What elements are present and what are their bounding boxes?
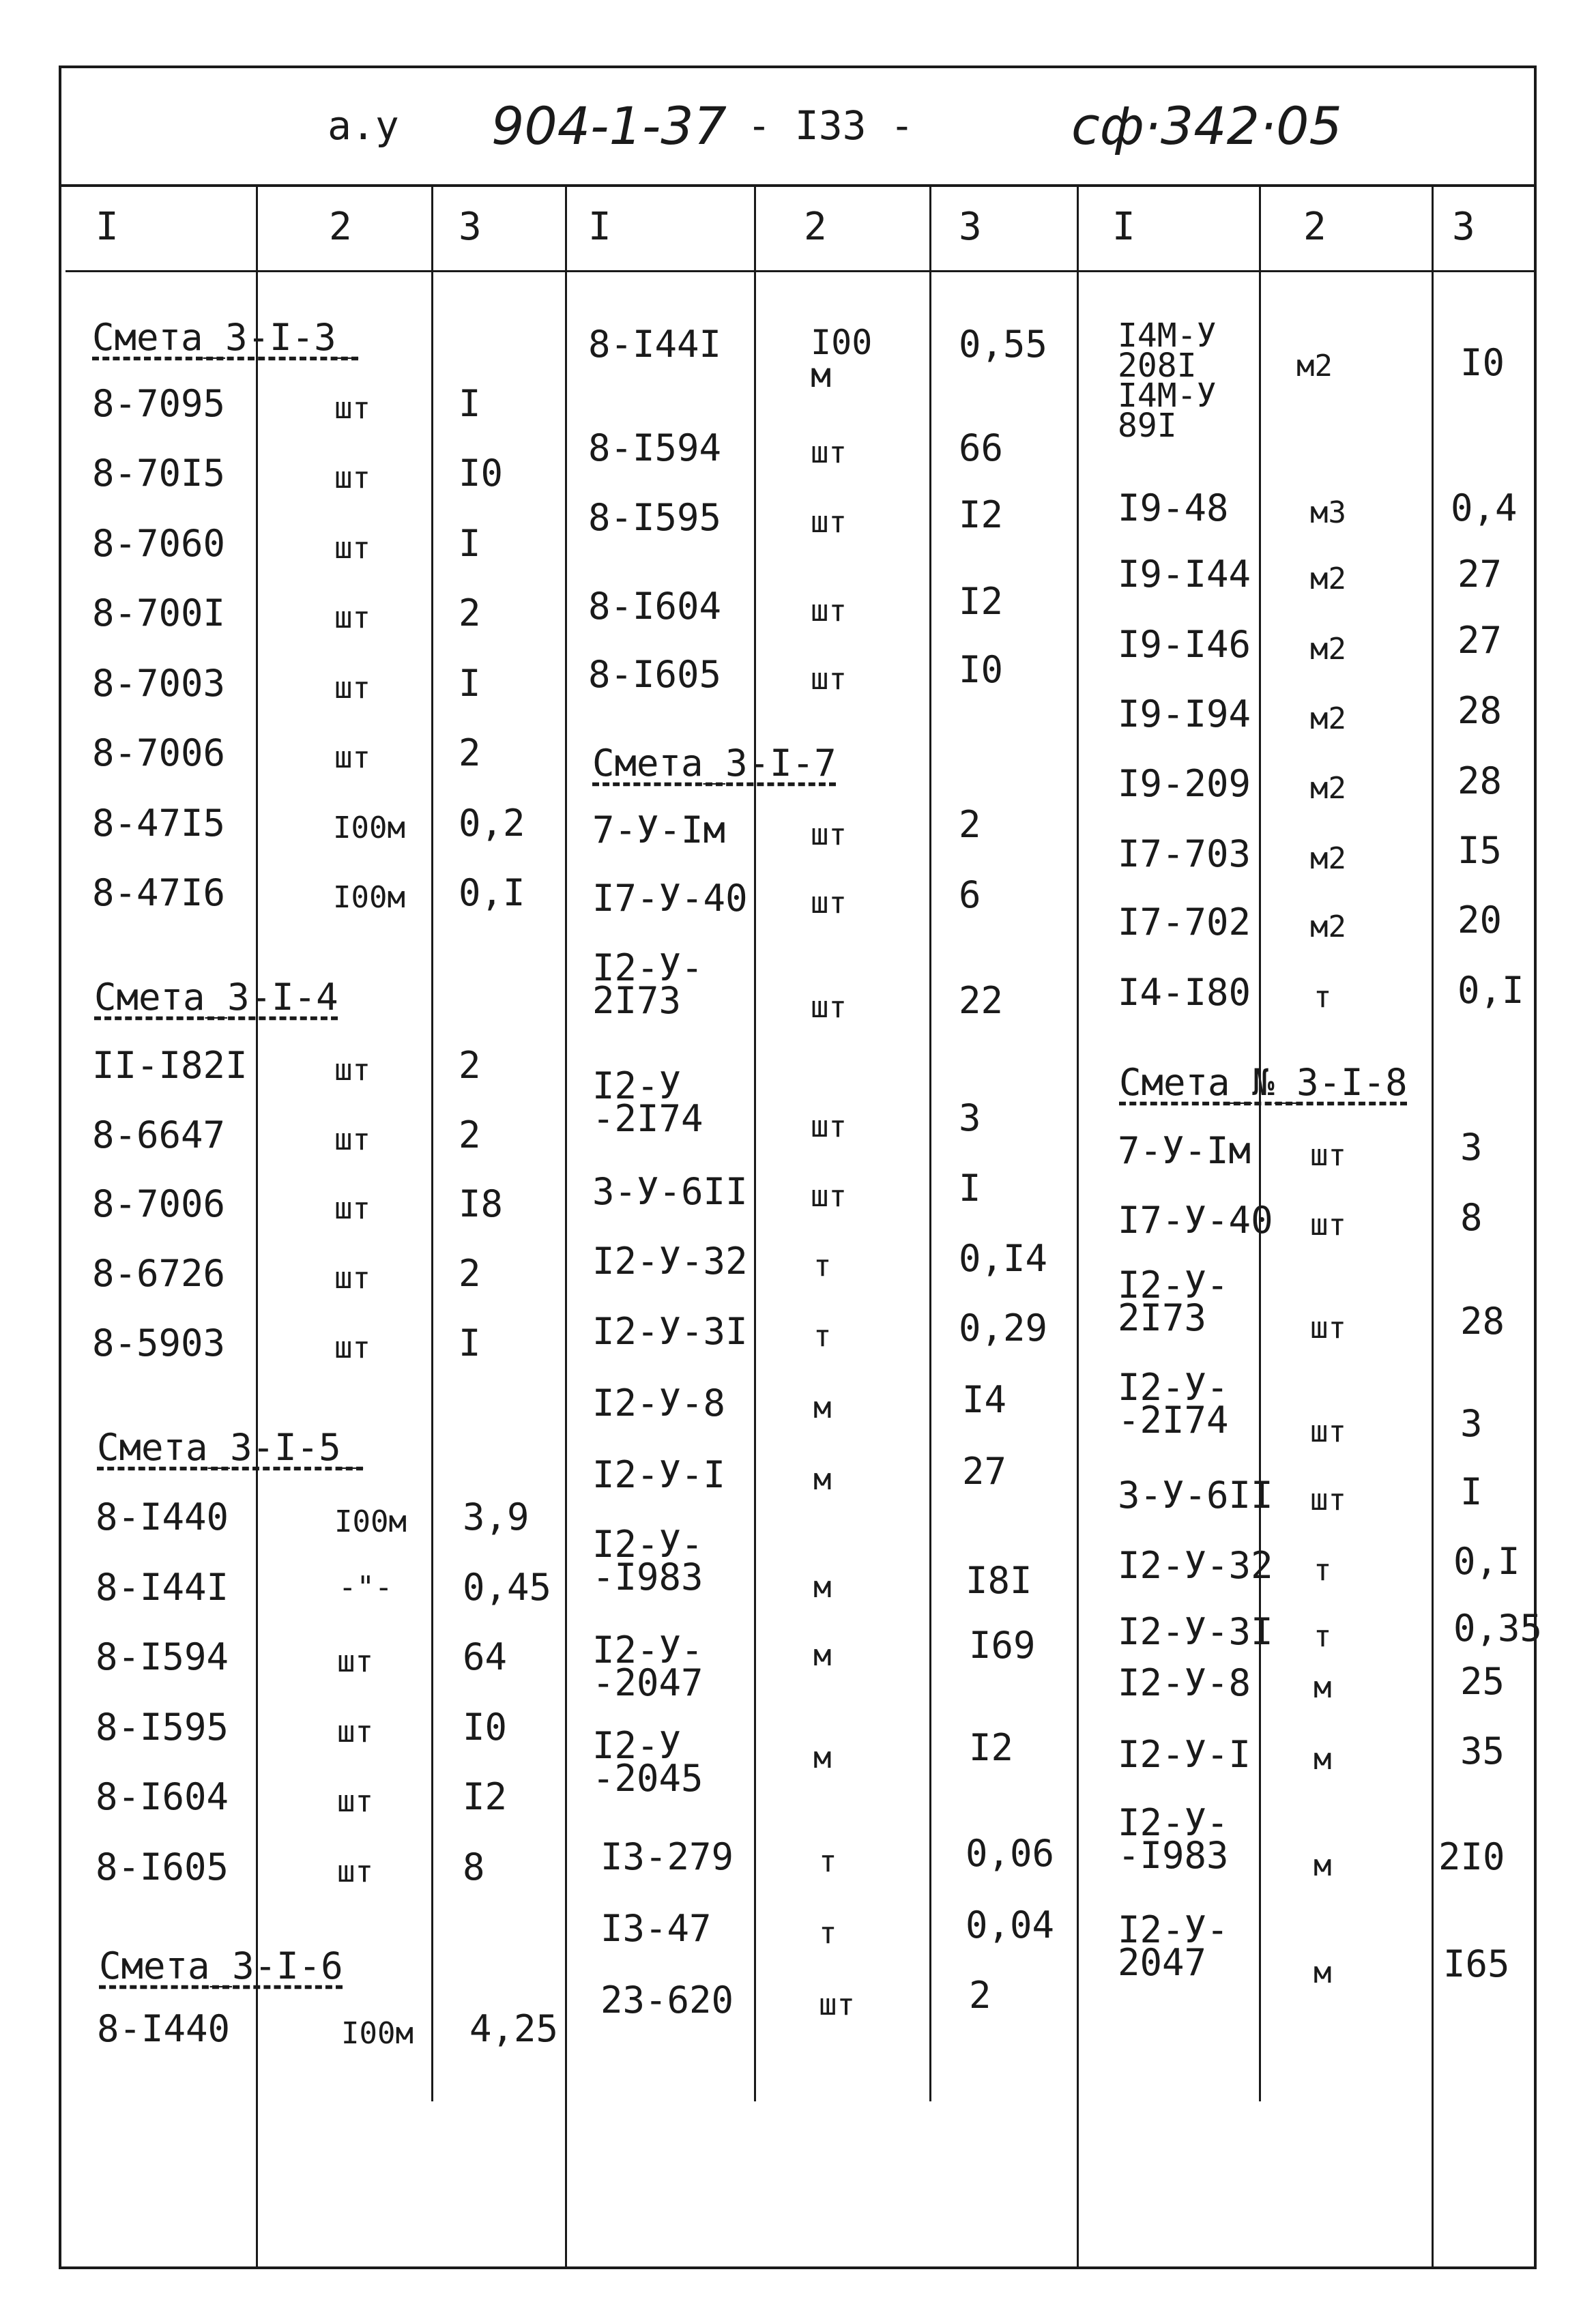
item-code: 8-47I5 [92, 802, 226, 845]
item-unit: м2 [1296, 349, 1333, 383]
item-quantity: I [459, 382, 481, 425]
column-header: I [588, 205, 611, 249]
item-unit: шт [1310, 1414, 1346, 1449]
item-unit: шт [334, 671, 371, 705]
item-quantity: 0,I [1453, 1540, 1520, 1583]
page-number: - I33 - [747, 102, 914, 149]
item-code: 8-70I5 [92, 452, 226, 495]
item-unit: шт [334, 1330, 371, 1365]
item-unit: м [813, 1390, 832, 1425]
item-unit: шт [1310, 1311, 1346, 1345]
item-unit: шт [1310, 1138, 1346, 1173]
estimate-title: Смета_№_3-I-8 [1119, 1061, 1408, 1104]
column-divider [1077, 184, 1079, 2269]
item-code: I2-У- -2I74 [1118, 1366, 1229, 1442]
item-unit: шт [811, 435, 847, 470]
column-header: 3 [459, 205, 482, 249]
item-quantity: 0,06 [966, 1832, 1055, 1875]
item-code: 8-I44I [96, 1566, 229, 1609]
item-quantity: 35 [1460, 1730, 1505, 1773]
item-quantity: 0,4 [1451, 486, 1518, 529]
estimate-title: Смета_3-I-7 [592, 742, 837, 785]
item-quantity: 0,2 [459, 802, 525, 845]
item-unit: шт [334, 391, 371, 426]
item-unit: т [813, 1319, 832, 1354]
column-divider [929, 184, 931, 2101]
item-unit: м [813, 1570, 832, 1605]
item-code: I9-I44 [1118, 553, 1251, 596]
item-unit: I00м [334, 1504, 407, 1539]
document-code: 904-1-37 [491, 96, 727, 156]
item-quantity: I0 [463, 1706, 508, 1749]
item-code: I7-703 [1118, 832, 1251, 875]
item-quantity: 0,29 [959, 1307, 1048, 1350]
item-quantity: 27 [1457, 553, 1503, 596]
item-quantity: I0 [459, 452, 504, 495]
item-unit: I00м [341, 2016, 413, 2051]
item-unit: м2 [1310, 701, 1346, 736]
item-quantity: 3 [1460, 1402, 1483, 1445]
item-quantity: 2 [959, 803, 981, 846]
item-unit: I00м [333, 811, 405, 845]
column-header: 3 [959, 205, 982, 249]
estimate-title: Смета_3-I-3_ [92, 316, 359, 359]
item-quantity: 2 [459, 592, 481, 635]
item-code: 8-I594 [96, 1635, 229, 1678]
item-unit: шт [334, 1261, 371, 1296]
item-quantity: 0,04 [966, 1904, 1055, 1946]
item-quantity: I69 [969, 1624, 1036, 1667]
item-quantity: I8I [966, 1559, 1032, 1602]
column-header: 2 [804, 205, 827, 249]
column-divider [565, 184, 567, 2269]
item-unit: т [1314, 1553, 1332, 1588]
column-divider [1259, 184, 1261, 2101]
item-code: I2-У-32 [1118, 1544, 1273, 1587]
item-code: I2-У- -2047 [592, 1629, 703, 1704]
item-code: 8-I594 [588, 426, 722, 469]
item-quantity: I [1460, 1470, 1483, 1513]
item-unit: м2 [1310, 771, 1346, 806]
item-quantity: 25 [1460, 1660, 1505, 1703]
item-code: 8-700I [92, 592, 226, 635]
item-unit: м [1314, 1742, 1332, 1777]
item-unit: шт [334, 600, 371, 635]
item-quantity: I2 [969, 1726, 1014, 1769]
item-unit: шт [334, 740, 371, 775]
item-code: I7-У-40 [592, 877, 748, 920]
item-code: 7-У-Iм [592, 808, 726, 851]
item-code: I4М-У 208I I4М-У 89I [1118, 317, 1217, 445]
item-unit: шт [811, 662, 847, 697]
item-unit: м [1314, 1670, 1332, 1705]
item-code: 8-I440 [96, 1496, 229, 1539]
item-code: I2-У-I [592, 1453, 726, 1496]
item-code: 8-7003 [92, 662, 226, 705]
column-divider [1432, 184, 1434, 2269]
item-quantity: 28 [1457, 689, 1503, 732]
item-unit: м3 [1310, 495, 1346, 530]
item-quantity: 3 [1460, 1126, 1483, 1169]
item-quantity: 27 [1457, 619, 1503, 662]
item-quantity: I2 [463, 1775, 508, 1818]
item-code: 8-I604 [96, 1775, 229, 1818]
item-code: I2-У-3I [592, 1310, 748, 1353]
item-unit: шт [811, 1109, 847, 1144]
item-code: II-I82I [92, 1044, 248, 1087]
item-code: 8-I595 [96, 1706, 229, 1749]
item-quantity: 0,55 [959, 323, 1048, 366]
item-quantity: 28 [1460, 1300, 1505, 1343]
item-code: I9-48 [1118, 486, 1229, 529]
item-code: 8-I440 [97, 2007, 231, 2050]
item-unit: т [813, 1249, 832, 1283]
item-unit: I00 м [811, 323, 873, 395]
item-code: 8-7006 [92, 731, 226, 774]
column-header-divider [66, 270, 1537, 272]
item-code: I2-У- 2047 [1118, 1908, 1229, 1984]
item-quantity: 8 [1460, 1196, 1483, 1239]
item-quantity: 22 [959, 979, 1004, 1022]
item-code: 8-I595 [588, 496, 722, 539]
item-code: 8-I604 [588, 585, 722, 628]
item-quantity: I [459, 662, 481, 705]
item-code: 8-7060 [92, 522, 226, 565]
item-quantity: 3,9 [463, 1496, 529, 1539]
item-unit: шт [811, 505, 847, 540]
column-divider [754, 184, 756, 2101]
item-quantity: 2 [459, 1044, 481, 1087]
item-unit: м2 [1310, 909, 1346, 944]
item-unit: м [1314, 1955, 1332, 1990]
item-code: 8-6726 [92, 1252, 226, 1295]
item-code: 8-47I6 [92, 871, 226, 914]
item-unit: шт [337, 1854, 373, 1889]
column-header: 2 [329, 205, 352, 249]
item-quantity: I2 [959, 580, 1004, 623]
item-unit: м2 [1310, 632, 1346, 667]
item-unit: м2 [1310, 562, 1346, 596]
item-code: I2-У-8 [1118, 1661, 1251, 1704]
item-code: 8-7095 [92, 382, 226, 425]
item-code: I2-У-3I [1118, 1610, 1273, 1653]
item-code: I4-I80 [1118, 971, 1251, 1014]
item-quantity: 2 [459, 1113, 481, 1156]
item-code: 8-6647 [92, 1113, 226, 1156]
item-code: 8-7006 [92, 1182, 226, 1225]
item-unit: т [819, 1844, 837, 1879]
item-quantity: 6 [959, 873, 981, 916]
column-header: 2 [1303, 205, 1326, 249]
item-unit: I00м [333, 880, 405, 915]
item-quantity: 27 [962, 1450, 1007, 1493]
item-unit: шт [811, 990, 847, 1025]
item-unit: т [1314, 980, 1332, 1015]
item-quantity: I2 [959, 493, 1004, 536]
item-unit: шт [819, 1987, 855, 2022]
item-quantity: I8 [459, 1182, 504, 1225]
item-code: 7-У-Iм [1118, 1129, 1251, 1172]
item-quantity: I0 [959, 648, 1004, 691]
item-code: I2-У- 2I73 [592, 946, 703, 1022]
item-quantity: I [459, 1322, 481, 1365]
item-quantity: I4 [962, 1378, 1007, 1421]
item-code: I2-У-I [1118, 1733, 1251, 1776]
item-code: I2-У-8 [592, 1382, 726, 1425]
item-unit: шт [334, 1191, 371, 1226]
item-quantity: 0,45 [463, 1566, 552, 1609]
series-code: сф·342·05 [1071, 96, 1342, 156]
item-quantity: 28 [1457, 759, 1503, 802]
item-code: I2-У- -I983 [1118, 1801, 1229, 1877]
item-unit: шт [334, 531, 371, 566]
item-unit: шт [811, 594, 847, 628]
item-unit: шт [337, 1715, 373, 1749]
column-divider [431, 184, 433, 2101]
item-unit: м [813, 1638, 832, 1673]
item-code: 23-620 [600, 1979, 734, 2022]
item-unit: шт [334, 461, 371, 495]
item-unit: шт [334, 1122, 371, 1157]
item-unit: шт [1310, 1208, 1346, 1242]
item-quantity: 64 [463, 1635, 508, 1678]
item-unit: шт [334, 1053, 371, 1088]
estimate-title: Смета_3-I-6 [99, 1944, 343, 1987]
header-divider [59, 184, 1537, 187]
item-quantity: 2 [459, 1252, 481, 1295]
item-unit: шт [811, 817, 847, 852]
item-quantity: 2 [459, 731, 481, 774]
item-code: I7-702 [1118, 901, 1251, 944]
column-header: I [96, 205, 119, 249]
item-unit: т [819, 1916, 837, 1951]
item-unit: шт [1310, 1483, 1346, 1517]
item-unit: -"- [338, 1570, 393, 1605]
item-unit: шт [337, 1644, 373, 1679]
estimate-title: Смета_3-I-4 [94, 976, 338, 1019]
item-quantity: 0,35 [1453, 1607, 1543, 1650]
item-code: 8-I605 [96, 1846, 229, 1889]
item-code: 8-I44I [588, 323, 722, 366]
item-unit: м [813, 1740, 832, 1775]
item-quantity: I [459, 522, 481, 565]
item-code: 3-У-6II [1118, 1474, 1273, 1517]
estimate-title: Смета_3-I-5_ [97, 1426, 364, 1469]
item-code: I2-У -2I74 [592, 1064, 703, 1140]
item-quantity: I0 [1460, 341, 1505, 384]
item-code: I9-I46 [1118, 623, 1251, 666]
item-quantity: 66 [959, 426, 1004, 469]
column-header: 3 [1452, 205, 1475, 249]
item-unit: шт [337, 1784, 373, 1819]
item-quantity: I5 [1457, 829, 1503, 872]
item-quantity: 3 [959, 1096, 981, 1139]
item-code: I2-У -2045 [592, 1724, 703, 1800]
item-code: I2-У- 2I73 [1118, 1264, 1229, 1339]
item-quantity: I65 [1443, 1942, 1510, 1985]
item-code: I2-У-32 [592, 1240, 748, 1283]
item-quantity: 2I0 [1438, 1835, 1505, 1878]
item-quantity: I [959, 1167, 981, 1210]
item-code: I3-279 [600, 1835, 734, 1878]
column-header: I [1112, 205, 1135, 249]
item-quantity: 0,I4 [959, 1237, 1048, 1280]
item-unit: т [1314, 1619, 1332, 1654]
item-quantity: 8 [463, 1846, 485, 1889]
item-code: 3-У-6II [592, 1170, 748, 1213]
item-unit: м [813, 1462, 832, 1497]
item-code: I9-I94 [1118, 692, 1251, 735]
header-prefix: а.у [328, 102, 399, 149]
item-code: I2-У- -I983 [592, 1523, 703, 1599]
item-quantity: 0,I [459, 871, 525, 914]
item-quantity: 0,I [1457, 969, 1524, 1012]
item-code: I9-209 [1118, 762, 1251, 805]
item-quantity: 20 [1457, 899, 1503, 942]
item-code: I7-У-40 [1118, 1199, 1273, 1242]
item-unit: шт [811, 886, 847, 920]
item-code: 8-I605 [588, 653, 722, 696]
item-code: 8-5903 [92, 1322, 226, 1365]
item-unit: м2 [1310, 841, 1346, 876]
item-code: I3-47 [600, 1907, 712, 1950]
item-quantity: 4,25 [469, 2007, 559, 2050]
item-quantity: 2 [969, 1974, 991, 2017]
item-unit: шт [811, 1179, 847, 1214]
item-unit: м [1314, 1848, 1332, 1883]
